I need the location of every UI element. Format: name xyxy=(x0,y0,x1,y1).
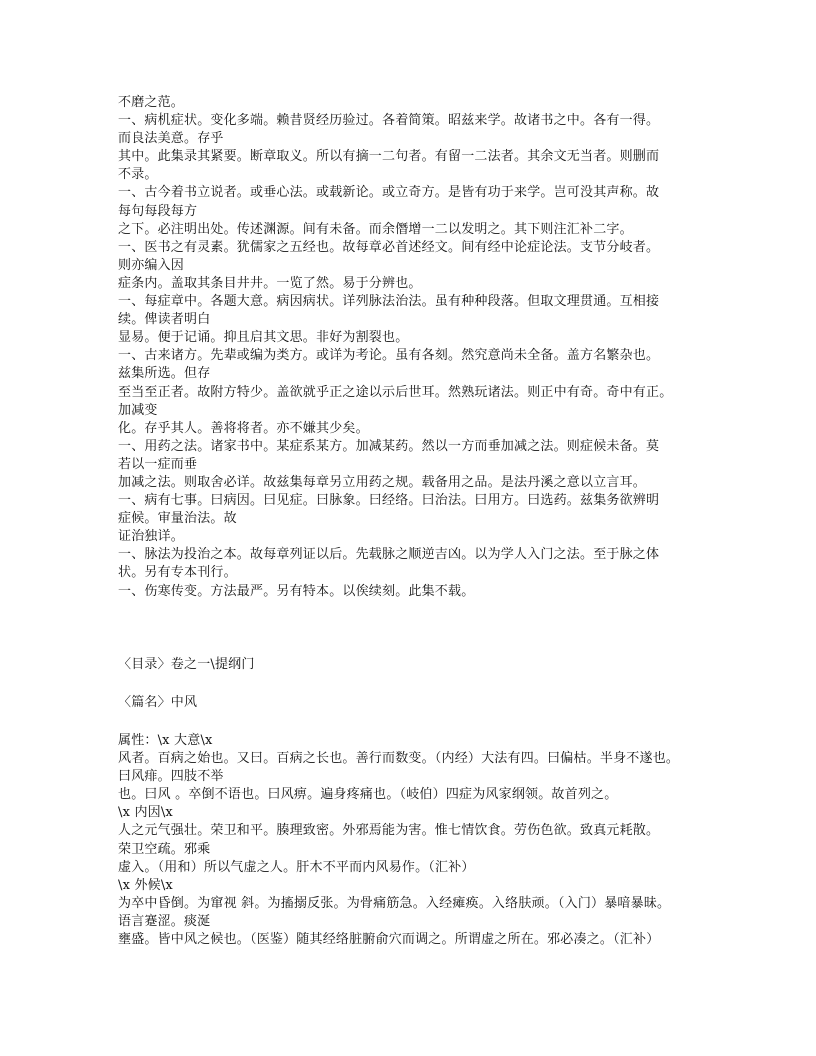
text-line: 一、脉法为投治之本。故每章列证以后。先载脉之顺逆吉凶。以为学人入门之法。至于脉之体 xyxy=(118,547,660,563)
text-line: 不录。 xyxy=(118,167,158,183)
text-line: 一、病机症状。变化多端。赖昔贤经历验过。各着简策。昭兹来学。故诸书之中。各有一得。 xyxy=(118,113,660,129)
text-line: 一、医书之有灵素。犹儒家之五经也。故每章必首述经文。间有经中论症论法。支节分岐者。 xyxy=(118,239,660,255)
text-line: 症候。审量治法。故 xyxy=(118,511,237,527)
text-line: 虚入。（用和）所以气虚之人。肝木不平而内风易作。（汇补） xyxy=(118,859,475,875)
text-line: 每句每段每方 xyxy=(118,203,198,219)
text-line: 壅盛。皆中风之候也。（医鉴）随其经络脏腑俞穴而调之。所谓虚之所在。邪必凑之。（汇补） xyxy=(118,932,660,948)
text-line: 一、病有七事。曰病因。曰见症。曰脉象。曰经络。曰治法。曰用方。曰选药。兹集务欲辨明 xyxy=(118,493,660,509)
text-line: 至当至正者。故附方特少。盖欲就乎正之途以示后世耳。然熟玩诸法。则正中有奇。奇中有正。 xyxy=(118,384,673,400)
text-line: 曰风痱。四肢不举 xyxy=(118,769,224,785)
text-line: 续。俾读者明白 xyxy=(118,312,211,328)
text-line: 属性：\x 大意\x xyxy=(118,733,213,748)
text-line: 加减之法。则取舍必详。故兹集每章另立用药之规。载备用之品。是法丹溪之意以立言耳。 xyxy=(118,474,647,490)
preface-text xyxy=(118,94,672,601)
text-line: 其中。此集录其紧要。断章取义。所以有摘一二句者。有留一二法者。其余文无当者。则删而 xyxy=(118,149,660,165)
text-line: 一、伤寒传变。方法最严。另有特本。以俟续刻。此集不载。 xyxy=(118,583,475,599)
chapter-body xyxy=(118,732,679,949)
text-line: 若以一症而垂 xyxy=(118,456,198,472)
text-line: 化。存乎其人。善将将者。亦不嫌其少矣。 xyxy=(118,420,369,436)
text-line: 症条内。盖取其条目井井。一览了然。易于分辨也。 xyxy=(118,275,422,291)
text-line: 不磨之范。 xyxy=(118,95,185,110)
text-line: 也。曰风 。卒倒不语也。曰风痹。遍身疼痛也。（岐伯）四症为风家纲领。故首列之。 xyxy=(118,787,618,803)
text-line: 人之元气强壮。荣卫和平。腠理致密。外邪焉能为害。惟七情饮食。劳伤色欲。致真元耗散。 xyxy=(118,823,660,839)
text-line: 一、古今着书立说者。或垂心法。或载新论。或立奇方。是皆有功于来学。岂可没其声称。故 xyxy=(118,185,660,201)
text-line: 一、用药之法。诸家书中。某症系某方。加减某药。然以一方而垂加减之法。则症候未备。莫 xyxy=(118,438,660,454)
text-line: 为卒中昏倒。为窜视 斜。为搐搦反张。为骨痛筋急。入经瘫痪。入络肤顽。（入门）暴喑暴昧。 xyxy=(118,895,671,911)
text-line: 则亦编入因 xyxy=(118,257,185,273)
text-line: 一、古来诸方。先辈或编为类方。或详为考论。虽有各刻。然究意尚未全备。盖方名繁杂也。 xyxy=(118,348,660,364)
toc-heading xyxy=(118,656,255,674)
text-line: 状。另有专本刊行。 xyxy=(118,565,237,581)
chapter-title-line: 〈篇名〉中风 xyxy=(118,695,198,710)
text-line: 证治独详。 xyxy=(118,529,185,545)
text-line: 兹集所选。但存 xyxy=(118,366,211,382)
text-line: 风者。百病之始也。又曰。百病之长也。善行而数变。（内经）大法有四。曰偏枯。半身不遂也。 xyxy=(118,751,680,767)
chapter-title xyxy=(118,694,197,712)
text-line: 语言蹇涩。痰涎 xyxy=(118,913,211,929)
text-line: 之下。必注明出处。传述渊源。间有未备。而余僭增一二以发明之。其下则注汇补二字。 xyxy=(118,221,633,237)
text-line: 而良法美意。存乎 xyxy=(118,131,224,147)
text-line: 荣卫空疏。邪乘 xyxy=(118,841,211,857)
text-line: 显易。便于记诵。抑且启其文思。非好为割裂也。 xyxy=(118,330,409,346)
text-line: \x 内因\x xyxy=(118,805,173,821)
text-line: 一、每症章中。各题大意。病因病状。详列脉法治法。虽有种种段落。但取文理贯通。互相接 xyxy=(118,294,660,310)
toc-line: 〈目录〉卷之一\提纲门 xyxy=(118,657,255,672)
text-line: 加减变 xyxy=(118,402,158,418)
text-line: \x 外候\x xyxy=(118,877,173,893)
